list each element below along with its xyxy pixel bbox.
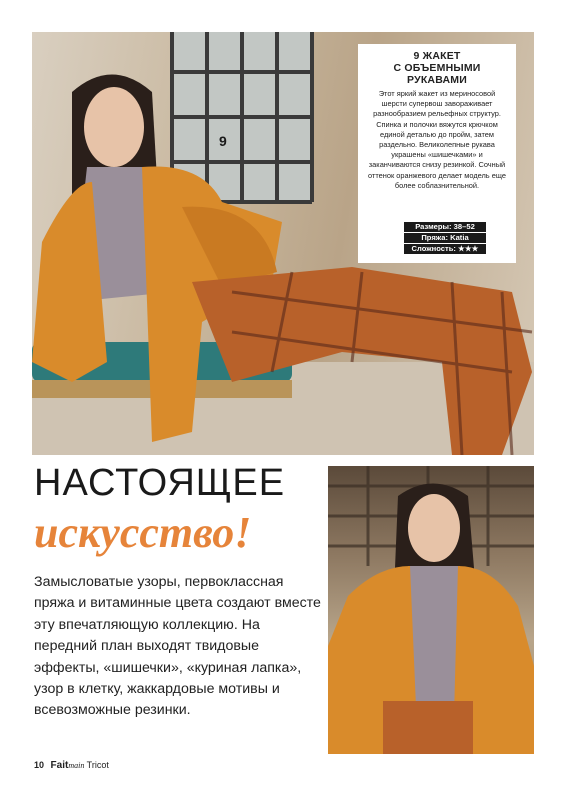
section-name: Tricot bbox=[86, 760, 109, 770]
page-number: 10 bbox=[34, 760, 45, 770]
info-title: 9 ЖАКЕТ С ОБЪЕМНЫМИ РУКАВАМИ bbox=[393, 50, 481, 86]
photo-number: 9 bbox=[219, 133, 227, 149]
brand-main: Fait bbox=[50, 760, 69, 771]
heading-line2: искусство! bbox=[34, 508, 252, 557]
spec-yarn: Пряжа: Katia bbox=[404, 233, 486, 243]
intro-paragraph: Замысловатые узоры, первоклассная пряжа и витаминные цвета создают вместе эту впечатляющую коллекцию. На передний план выходят твидовые эффекты, «шишечки», «куриная лапка», узор в клетку, жаккардовые мотивы и всевозможные резинки. bbox=[34, 574, 321, 719]
page-footer bbox=[34, 760, 109, 771]
watermark: PassionForum.ru bbox=[492, 787, 558, 796]
secondary-photo bbox=[328, 466, 534, 754]
spec-difficulty: Сложность: ★★★ bbox=[404, 244, 486, 254]
brand-name bbox=[51, 760, 85, 771]
brand-italic: main bbox=[68, 761, 85, 770]
heading-line1: НАСТОЯЩЕЕ bbox=[34, 462, 286, 504]
info-body: Этот яркий жакет из мериносовой шерсти супервош завораживает разнообразием рельефных структур. Спинка и полочки вяжутся крючком единой деталью до пройм, затем раздельно. Великолепные рукава украшены «шишечками» и заканчиваются снизу резинкой. Сочный оттенок оранжевого делает модель еще более соблазнительной. bbox=[368, 89, 506, 190]
spec-list bbox=[404, 222, 486, 255]
spec-sizes: Размеры: 38–52 bbox=[404, 222, 486, 232]
